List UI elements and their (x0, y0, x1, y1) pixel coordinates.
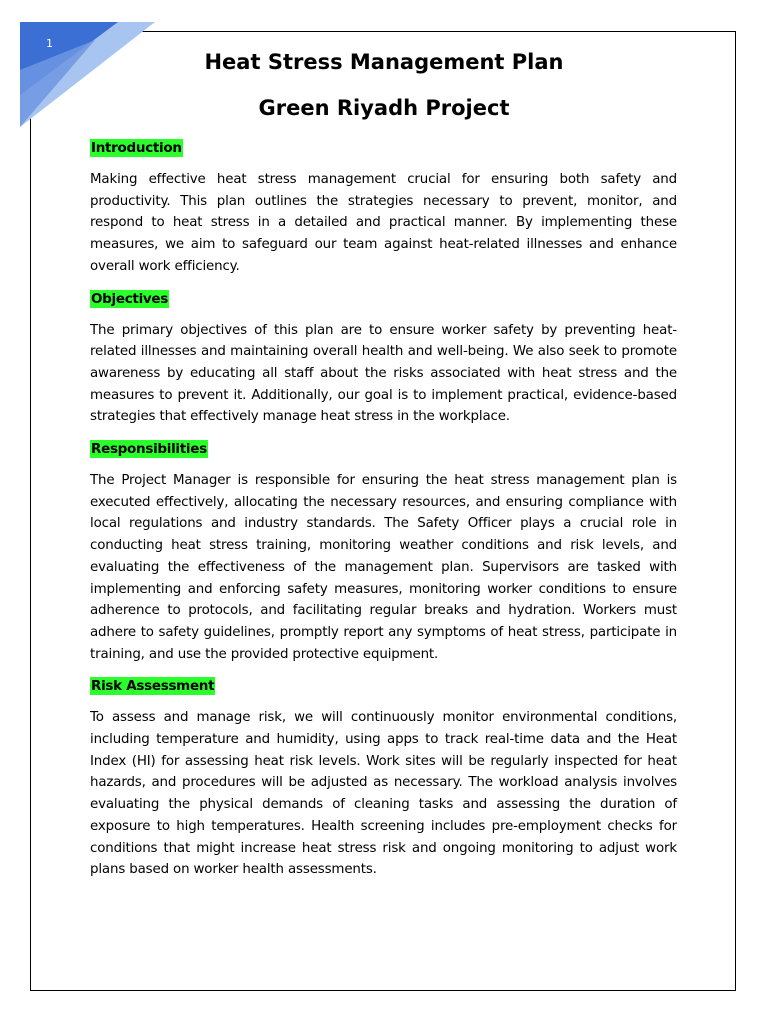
section-heading: Objectives (91, 290, 168, 307)
section-risk-assessment (90, 675, 677, 881)
section-introduction (90, 137, 677, 278)
section-paragraph: Making effective heat stress management crucial for ensuring both safety and productivity. This plan outlines the strategies necessary to prevent, monitor, and respond to heat stress in a detailed and practical manner. By implementing these measures, we aim to safeguard our team against heat-related illnesses and enhance overall work efficiency. (90, 172, 677, 274)
section-heading: Risk Assessment (91, 678, 215, 695)
section-paragraph: The Project Manager is responsible for ensuring the heat stress management plan is executed effectively, allocating the necessary resources, and ensuring compliance with local regulations and industry standards. The Safety Officer plays a crucial role in conducting heat stress training, monitoring weather conditions and risk levels, and evaluating the effectiveness of the management plan. Supervisors are tasked with implementing and enforcing safety measures, monitoring worker conditions to ensure adherence to protocols, and facilitating regular breaks and hydration. Workers must adhere to safety guidelines, promptly report any symptoms of heat stress, participate in training, and use the provided protective equipment. (90, 473, 677, 662)
page-title: Heat Stress Management Plan (204, 50, 564, 74)
page-number: 1 (46, 37, 53, 50)
section-paragraph: To assess and manage risk, we will continuously monitor environmental conditions, including temperature and humidity, using apps to track real-time data and the Heat Index (HI) for assessing heat risk levels. Work sites will be regularly inspected for heat hazards, and procedures will be adjusted as necessary. The workload analysis involves evaluating the physical demands of cleaning tasks and assessing the duration of exposure to high temperatures. Health screening includes pre-employment checks for conditions that might increase heat stress risk and ongoing monitoring to adjust work plans based on worker health assessments. (90, 710, 677, 878)
page-subtitle: Green Riyadh Project (258, 96, 510, 120)
section-heading: Introduction (91, 140, 182, 156)
section-objectives (90, 288, 677, 429)
section-heading: Responsibilities (91, 441, 207, 458)
document-body (90, 137, 677, 891)
section-responsibilities (90, 438, 677, 665)
section-paragraph: The primary objectives of this plan are to ensure worker safety by preventing heat-related illnesses and maintaining overall health and well-being. We also seek to promote awareness by educating all staff about the risks associated with heat stress and the measures to prevent it. Additionally, our goal is to implement practical, evidence-based strategies that effectively manage heat stress in the workplace. (90, 322, 677, 425)
